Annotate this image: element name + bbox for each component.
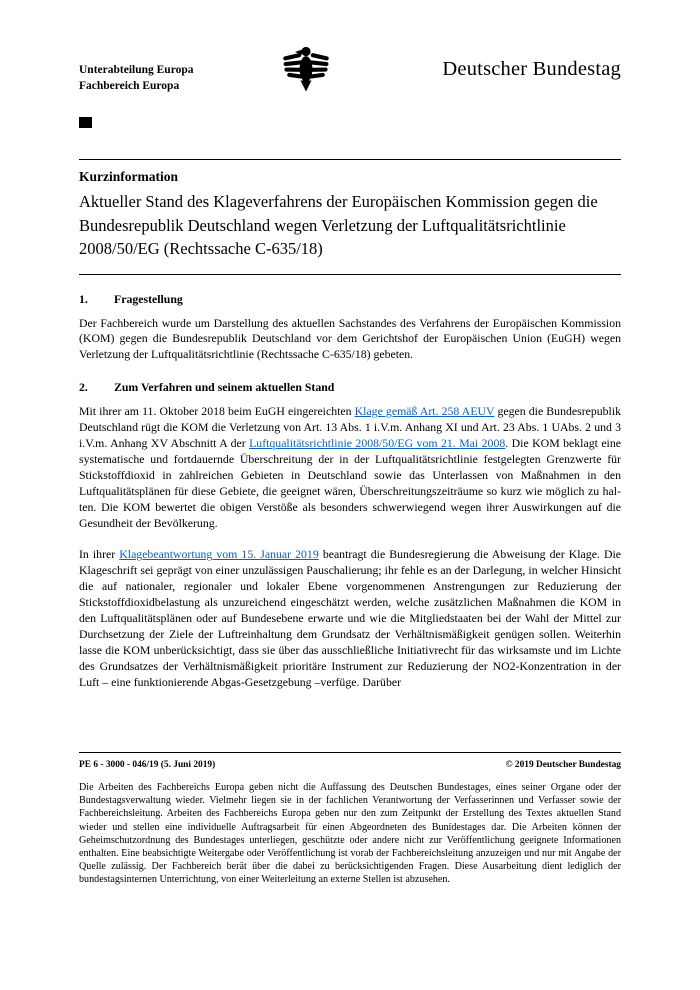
text-run: Mit ihrer am 11. Oktober 2018 beim EuGH eingereichten [79, 404, 355, 419]
paragraph-klagebeantwortung [79, 547, 621, 690]
bundestag-eagle-icon [283, 42, 329, 96]
footer-meta [79, 760, 621, 770]
text-run: beantragt die Bundesregierung die Abweisung der Klage. Die Klageschrift sei geprägt von einer unzulässigen Pauschalierung; ihr fehle es an der Darlegung, in welcher Hinsicht die auf nationaler, regionaler und lokaler Ebene vorgenommenen Anstrengungen zur Reduzierung der Stickstoffdioxidbelastung als unzureichend eingeschätzt werden, welche zusätzlichen Maßnahmen die KOM in den Luftqualitätsplänen oder auf Bundesebene erwarte und wie die Mitgliedstaaten bei der Wahl der Mittel zur Durchsetzung der Ziele der Luftreinhaltung dem Grundsatz der Verhältnismäßigkeit genügen sollen. Weiterhin lasse die KOM unberücksichtigt, dass sie über das ausschließliche Initiativrecht für das wirksamste und im Lichte des Grundsatzes der Verhältnismäßigkeit prioritäre Instrument zur Reduzierung der NO2-Konzentration in der Luft – eine funktionierende Abgas-Gesetzgebung –verfüge. Darüber [79, 547, 621, 689]
document-kind: Kurzinformation [79, 169, 178, 184]
section-title: Zum Verfahren und seinem aktuellen Stand [114, 380, 335, 395]
disclaimer-text: Die Arbeiten des Fachbereichs Europa geben nicht die Auffassung des Deutschen Bundestages, eines seiner Organe oder der Bundestagsverwaltung wieder. Vielmehr liegen sie in der fachlichen Verantwortung der Verfasserinnen und Verfasser sowie der Fachbereichsleitung. Arbeiten des Fachbereichs Europa geben nur den zum Zeitpunkt der Erstellung des Textes aktuellen Stand wieder und stellen eine individuelle Auftragsarbeit für einen Abgeordneten des Bunídestages dar. Die Arbeiten können der Geheimschutzordnung des Bundestages unterliegen, geschützte oder andere nicht zur Veröffentlichung geeignete Informationen enthalten. Eine beabsichtigte Weitergabe oder Veröffentlichung ist vorab der Fachbereichsleitung anzuzeigen und nur mit Angabe der Quelle zulässig. Der Fachbereich berät über die dabei zu berücksichtigenden Fragen. Diese Ausarbeitung dient lediglich der bundestagsinternen Unterrichtung, von einer Weiterleitung an externe Stellen ist abzusehen. [79, 782, 621, 886]
document-body [79, 292, 621, 691]
paragraph-verfahren [79, 404, 621, 531]
text-run: In ihrer [79, 547, 120, 562]
section-heading-2 [79, 380, 621, 395]
section-number: 2. [79, 380, 88, 395]
text-run: . Die KOM beklagt eine systematische und fortdauernde Überschreitung der in der Luftqualitätsrichtlinie festgelegten Grenzwerte für Stickstoffdioxid in zahlreichen Gebieten in Deutschland sowie das Unterlassen von Maßnahmen in den Luftqualitätsplänen für diese Gebiete, die geeignet wären, Überschreitungszeiträume so kurz wie möglich zu halten. Die KOM bewertet die obigen Verstöße als besonders schwerwiegend wegen ihrer Auswirkungen auf die Gesundheit der Bevölkerung. [79, 436, 621, 530]
section-number: 1. [79, 291, 88, 306]
organization-name: Deutscher Bundestag [442, 58, 621, 80]
document-header [79, 0, 621, 160]
link-klagebeantwortung[interactable]: Klagebeantwortung vom 15. Januar 2019 [119, 547, 319, 562]
link-luftqualitaetsrichtlinie[interactable]: Luftqualitätsrichtlinie 2008/50/EG vom 21. Mai 2008 [249, 436, 506, 451]
section-heading-1 [79, 292, 621, 307]
black-square-marker [79, 117, 92, 128]
department-line1: Unterabteilung Europa [79, 64, 194, 76]
text-run: gegen die Bundesrepublik Deutschland rügt die KOM die Verletzung von Art. 13 Abs. 1 i.V.m. Anhang XI und Art. 23 Abs. 1 UAbs. 2 und 3 i.V.m. Anhang XV Abschnitt A der [79, 404, 622, 451]
section-title: Fragestellung [114, 291, 183, 306]
paragraph-fragestellung [79, 316, 621, 364]
department-line2: Fachbereich Europa [79, 80, 180, 92]
document-reference: PE 6 - 3000 - 046/19 (5. Juni 2019) [79, 760, 216, 770]
link-klage-art-258-aeuv[interactable]: Klage gemäß Art. 258 AEUV [354, 404, 495, 419]
title-block [79, 160, 621, 275]
document-title: Aktueller Stand des Klageverfahrens der Europäischen Kommission gegen die Bundesrepublik Deutschland wegen Verletzung der Luftqualitätsrichtlinie 2008/50/EG (Rechtssache C-635/18) [79, 192, 598, 258]
copyright-notice: © 2019 Deutscher Bundestag [505, 760, 621, 770]
department-block [79, 62, 193, 94]
text-run: Der Fachbereich wurde um Darstellung des aktuellen Sachstandes des Verfahrens der Europäischen Kommission (KOM) gegen die Bundesrepublik Deutschland vor dem Gerichtshof der Europäischen Union (EuGH) wegen Verletzung der Luftqualitätsrichtlinie (Rechtssache C-635/18) gebeten. [79, 315, 621, 362]
document-footer [79, 752, 621, 887]
